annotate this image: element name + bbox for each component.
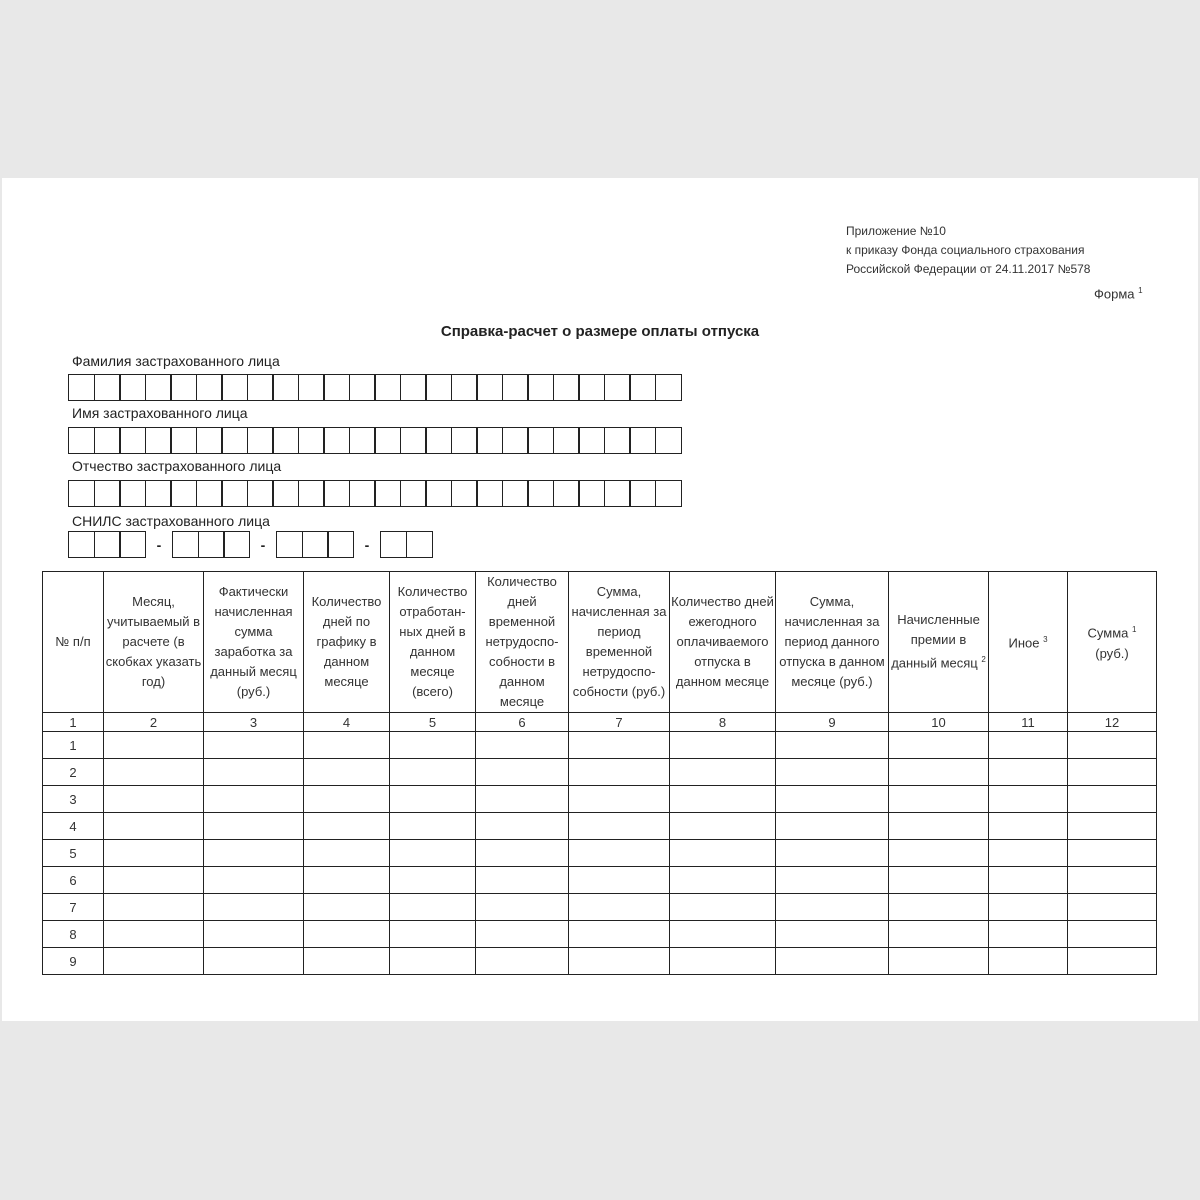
- char-cell[interactable]: [629, 427, 656, 454]
- table-cell[interactable]: [670, 867, 776, 894]
- footnote-mark: 1: [1132, 625, 1137, 635]
- char-cell[interactable]: [527, 427, 554, 454]
- snils-group-2[interactable]: [172, 531, 250, 558]
- table-cell[interactable]: [304, 840, 390, 867]
- char-cell[interactable]: [425, 480, 452, 507]
- char-cell[interactable]: [272, 427, 299, 454]
- char-cell[interactable]: [119, 480, 146, 507]
- column-header: [104, 572, 204, 713]
- char-cell[interactable]: [349, 480, 376, 507]
- table-cell[interactable]: [390, 786, 476, 813]
- char-cell[interactable]: [604, 374, 631, 401]
- table-cell[interactable]: [670, 813, 776, 840]
- form-label: [1094, 286, 1143, 301]
- char-cell[interactable]: [502, 427, 529, 454]
- column-number: 10: [889, 713, 989, 732]
- char-cell[interactable]: [223, 531, 250, 558]
- row-number: 5: [43, 840, 104, 867]
- char-cell[interactable]: [119, 427, 146, 454]
- column-header-text: Начисленные премии в данный месяц: [891, 612, 980, 671]
- snils-field[interactable]: [68, 531, 433, 558]
- row-number: 7: [43, 894, 104, 921]
- table-cell[interactable]: [304, 894, 390, 921]
- char-cell[interactable]: [604, 480, 631, 507]
- char-cell[interactable]: [272, 374, 299, 401]
- table-row: [43, 840, 1157, 867]
- table-cell[interactable]: [476, 732, 569, 759]
- table-cell[interactable]: [390, 894, 476, 921]
- char-cell[interactable]: [221, 480, 248, 507]
- char-cell[interactable]: [145, 374, 172, 401]
- table-cell[interactable]: [1068, 732, 1157, 759]
- char-cell[interactable]: [94, 480, 121, 507]
- table-cell[interactable]: [776, 948, 889, 975]
- table-cell[interactable]: [476, 813, 569, 840]
- char-cell[interactable]: [247, 374, 274, 401]
- char-cell[interactable]: [221, 374, 248, 401]
- char-cell[interactable]: [655, 374, 682, 401]
- char-cell[interactable]: [655, 427, 682, 454]
- table-cell[interactable]: [104, 921, 204, 948]
- footnote-mark: 2: [981, 655, 986, 665]
- table-cell[interactable]: [476, 867, 569, 894]
- table-cell[interactable]: [204, 813, 304, 840]
- column-header-text: Сумма, начисленная за период временной нетрудоспо-собности (руб.): [571, 584, 667, 699]
- table-cell[interactable]: [476, 786, 569, 813]
- char-cell[interactable]: [247, 427, 274, 454]
- table-cell[interactable]: [204, 948, 304, 975]
- table-cell[interactable]: [104, 894, 204, 921]
- column-header-text: Фактически начисленная сумма заработка за данный месяц (руб.): [210, 584, 297, 699]
- row-number: 3: [43, 786, 104, 813]
- table-cell[interactable]: [569, 786, 670, 813]
- char-cell[interactable]: [145, 480, 172, 507]
- column-header-text: Иное: [1008, 635, 1040, 651]
- table-cell[interactable]: [104, 813, 204, 840]
- table-cell[interactable]: [670, 732, 776, 759]
- table-row: [43, 894, 1157, 921]
- char-cell[interactable]: [145, 427, 172, 454]
- column-header-text: № п/п: [55, 634, 91, 649]
- char-cell[interactable]: [400, 427, 427, 454]
- table-cell[interactable]: [390, 759, 476, 786]
- char-cell[interactable]: [374, 427, 401, 454]
- table-cell[interactable]: [569, 840, 670, 867]
- form-sheet: [2, 178, 1198, 1021]
- column-header-text: Количество дней ежегодного оплачиваемого отпуска в данном месяце: [671, 594, 774, 689]
- char-cell[interactable]: [119, 374, 146, 401]
- table-header-row: [43, 572, 1157, 713]
- table-cell[interactable]: [569, 759, 670, 786]
- column-number: 4: [304, 713, 390, 732]
- column-header: [569, 572, 670, 713]
- column-header-text: Месяц, учитываемый в расчете (в скобках указать год): [105, 594, 202, 689]
- char-cell[interactable]: [553, 427, 580, 454]
- table-cell[interactable]: [989, 894, 1068, 921]
- table-cell[interactable]: [304, 813, 390, 840]
- column-header-text: Сумма, начисленная за период данного отпуска в данном месяце (руб.): [779, 594, 885, 689]
- row-number: 9: [43, 948, 104, 975]
- column-number: 12: [1068, 713, 1157, 732]
- column-number: 9: [776, 713, 889, 732]
- char-cell[interactable]: [374, 374, 401, 401]
- surname-field[interactable]: [68, 374, 682, 401]
- column-number: 3: [204, 713, 304, 732]
- table-cell[interactable]: [304, 867, 390, 894]
- column-header: [989, 572, 1068, 713]
- table-cell[interactable]: [304, 921, 390, 948]
- table-cell[interactable]: [776, 813, 889, 840]
- char-cell[interactable]: [527, 480, 554, 507]
- column-number: 8: [670, 713, 776, 732]
- char-cell[interactable]: [327, 531, 354, 558]
- char-cell[interactable]: [172, 531, 199, 558]
- column-header: [304, 572, 390, 713]
- column-header-text: Сумма: [1087, 625, 1129, 641]
- table-cell[interactable]: [104, 840, 204, 867]
- column-number: 5: [390, 713, 476, 732]
- table-cell[interactable]: [989, 840, 1068, 867]
- table-cell[interactable]: [104, 867, 204, 894]
- patronymic-label: Отчество застрахованного лица: [72, 458, 282, 474]
- table-cell[interactable]: [889, 813, 989, 840]
- char-cell[interactable]: [302, 531, 329, 558]
- char-cell[interactable]: [604, 427, 631, 454]
- char-cell[interactable]: [170, 427, 197, 454]
- table-cell[interactable]: [1068, 840, 1157, 867]
- table-cell[interactable]: [390, 948, 476, 975]
- snils-label: СНИЛС застрахованного лица: [72, 513, 270, 529]
- table-cell[interactable]: [889, 732, 989, 759]
- table-row: [43, 732, 1157, 759]
- table-cell[interactable]: [989, 813, 1068, 840]
- char-cell[interactable]: [629, 480, 656, 507]
- char-cell[interactable]: [406, 531, 433, 558]
- table-cell[interactable]: [569, 948, 670, 975]
- char-cell[interactable]: [502, 374, 529, 401]
- table-cell[interactable]: [104, 786, 204, 813]
- char-cell[interactable]: [553, 374, 580, 401]
- table-cell[interactable]: [889, 786, 989, 813]
- surname-label: Фамилия застрахованного лица: [72, 353, 280, 369]
- table-cell[interactable]: [1068, 921, 1157, 948]
- char-cell[interactable]: [400, 480, 427, 507]
- table-cell[interactable]: [204, 894, 304, 921]
- snils-group-3[interactable]: [276, 531, 354, 558]
- table-cell[interactable]: [670, 948, 776, 975]
- table-cell[interactable]: [304, 786, 390, 813]
- table-cell[interactable]: [1068, 786, 1157, 813]
- column-header: [204, 572, 304, 713]
- char-cell[interactable]: [272, 480, 299, 507]
- table-cell[interactable]: [989, 786, 1068, 813]
- table-cell[interactable]: [204, 732, 304, 759]
- char-cell[interactable]: [298, 480, 325, 507]
- char-cell[interactable]: [527, 374, 554, 401]
- table-cell[interactable]: [476, 921, 569, 948]
- char-cell[interactable]: [323, 427, 350, 454]
- column-header: [390, 572, 476, 713]
- table-cell[interactable]: [390, 840, 476, 867]
- table-cell[interactable]: [104, 732, 204, 759]
- char-cell[interactable]: [655, 480, 682, 507]
- table-cell[interactable]: [204, 921, 304, 948]
- char-cell[interactable]: [323, 480, 350, 507]
- char-cell[interactable]: [451, 480, 478, 507]
- column-header: [776, 572, 889, 713]
- column-header: [1068, 572, 1157, 713]
- char-cell[interactable]: [196, 480, 223, 507]
- row-number: 4: [43, 813, 104, 840]
- appendix-line-1: Приложение №10: [846, 224, 946, 238]
- char-cell[interactable]: [298, 374, 325, 401]
- table-cell[interactable]: [476, 759, 569, 786]
- snils-group-1[interactable]: [68, 531, 146, 558]
- snils-separator: -: [260, 536, 266, 553]
- char-cell[interactable]: [578, 480, 605, 507]
- table-cell[interactable]: [1068, 813, 1157, 840]
- column-number: 1: [43, 713, 104, 732]
- char-cell[interactable]: [68, 531, 95, 558]
- table-cell[interactable]: [390, 732, 476, 759]
- char-cell[interactable]: [400, 374, 427, 401]
- table-cell[interactable]: [670, 786, 776, 813]
- table-cell[interactable]: [889, 840, 989, 867]
- table-cell[interactable]: [476, 948, 569, 975]
- table-cell[interactable]: [776, 867, 889, 894]
- char-cell[interactable]: [68, 480, 95, 507]
- document-title: Справка-расчет о размере оплаты отпуска: [440, 323, 760, 340]
- table-cell[interactable]: [889, 894, 989, 921]
- column-number: 7: [569, 713, 670, 732]
- name-label: Имя застрахованного лица: [72, 405, 248, 421]
- table-cell[interactable]: [104, 948, 204, 975]
- table-cell[interactable]: [476, 894, 569, 921]
- table-row: [43, 867, 1157, 894]
- table-cell[interactable]: [304, 948, 390, 975]
- column-header-text: Количество дней временной нетрудоспо-собности в данном месяце: [485, 574, 559, 709]
- char-cell[interactable]: [476, 374, 503, 401]
- column-number-row: [43, 713, 1157, 732]
- form-label-note: 1: [1138, 286, 1143, 295]
- char-cell[interactable]: [119, 531, 146, 558]
- table-cell[interactable]: [390, 867, 476, 894]
- table-cell[interactable]: [204, 840, 304, 867]
- table-cell[interactable]: [989, 921, 1068, 948]
- appendix-line-2: к приказу Фонда социального страхования: [846, 243, 1085, 257]
- table-cell[interactable]: [204, 867, 304, 894]
- char-cell[interactable]: [68, 427, 95, 454]
- table-cell[interactable]: [304, 732, 390, 759]
- snils-separator: -: [364, 536, 370, 553]
- char-cell[interactable]: [451, 427, 478, 454]
- char-cell[interactable]: [476, 427, 503, 454]
- table-row: [43, 813, 1157, 840]
- table-row: [43, 948, 1157, 975]
- char-cell[interactable]: [196, 427, 223, 454]
- table-row: [43, 759, 1157, 786]
- table-cell[interactable]: [569, 732, 670, 759]
- table-row: [43, 921, 1157, 948]
- table-cell[interactable]: [776, 921, 889, 948]
- table-cell[interactable]: [989, 867, 1068, 894]
- char-cell[interactable]: [298, 427, 325, 454]
- column-header: [476, 572, 569, 713]
- char-cell[interactable]: [221, 427, 248, 454]
- snils-separator: -: [156, 536, 162, 553]
- row-number: 2: [43, 759, 104, 786]
- char-cell[interactable]: [323, 374, 350, 401]
- table-cell[interactable]: [776, 786, 889, 813]
- char-cell[interactable]: [380, 531, 407, 558]
- column-header: [43, 572, 104, 713]
- table-cell[interactable]: [1068, 867, 1157, 894]
- table-cell[interactable]: [889, 867, 989, 894]
- char-cell[interactable]: [578, 427, 605, 454]
- column-number: 2: [104, 713, 204, 732]
- char-cell[interactable]: [198, 531, 225, 558]
- table-cell[interactable]: [989, 948, 1068, 975]
- char-cell[interactable]: [553, 480, 580, 507]
- table-cell[interactable]: [776, 759, 889, 786]
- char-cell[interactable]: [170, 374, 197, 401]
- table-cell[interactable]: [569, 813, 670, 840]
- table-cell[interactable]: [204, 786, 304, 813]
- snils-group-4[interactable]: [380, 531, 433, 558]
- table-cell[interactable]: [889, 948, 989, 975]
- char-cell[interactable]: [425, 427, 452, 454]
- row-number: 8: [43, 921, 104, 948]
- char-cell[interactable]: [196, 374, 223, 401]
- column-header: [670, 572, 776, 713]
- column-header-text: Количество дней по графику в данном месяце: [311, 594, 382, 689]
- table-cell[interactable]: [776, 840, 889, 867]
- table-cell[interactable]: [670, 759, 776, 786]
- table-cell[interactable]: [776, 732, 889, 759]
- char-cell[interactable]: [94, 427, 121, 454]
- column-header-unit: (руб.): [1095, 645, 1129, 661]
- char-cell[interactable]: [349, 427, 376, 454]
- name-field[interactable]: [68, 427, 682, 454]
- table-cell[interactable]: [1068, 759, 1157, 786]
- appendix-header: [846, 222, 1090, 279]
- char-cell[interactable]: [502, 480, 529, 507]
- char-cell[interactable]: [94, 374, 121, 401]
- table-cell[interactable]: [989, 759, 1068, 786]
- table-cell[interactable]: [569, 867, 670, 894]
- row-number: 6: [43, 867, 104, 894]
- char-cell[interactable]: [247, 480, 274, 507]
- table-cell[interactable]: [569, 921, 670, 948]
- table-cell[interactable]: [1068, 948, 1157, 975]
- table-cell[interactable]: [104, 759, 204, 786]
- table-cell[interactable]: [476, 840, 569, 867]
- char-cell[interactable]: [374, 480, 401, 507]
- table-cell[interactable]: [670, 840, 776, 867]
- char-cell[interactable]: [68, 374, 95, 401]
- table-cell[interactable]: [390, 921, 476, 948]
- table-cell[interactable]: [889, 759, 989, 786]
- column-number: 6: [476, 713, 569, 732]
- char-cell[interactable]: [94, 531, 121, 558]
- calculation-table: [42, 571, 1157, 975]
- table-cell[interactable]: [1068, 894, 1157, 921]
- table-cell[interactable]: [670, 894, 776, 921]
- char-cell[interactable]: [349, 374, 376, 401]
- table-cell[interactable]: [889, 921, 989, 948]
- char-cell[interactable]: [629, 374, 656, 401]
- table-cell[interactable]: [776, 894, 889, 921]
- table-cell[interactable]: [204, 759, 304, 786]
- char-cell[interactable]: [451, 374, 478, 401]
- footnote-mark: 3: [1043, 635, 1048, 645]
- char-cell[interactable]: [476, 480, 503, 507]
- char-cell[interactable]: [276, 531, 303, 558]
- char-cell[interactable]: [170, 480, 197, 507]
- char-cell[interactable]: [578, 374, 605, 401]
- column-header-text: Количество отработан-ных дней в данном месяце (всего): [397, 584, 468, 699]
- column-number: 11: [989, 713, 1068, 732]
- table-row: [43, 786, 1157, 813]
- char-cell[interactable]: [425, 374, 452, 401]
- row-number: 1: [43, 732, 104, 759]
- table-cell[interactable]: [390, 813, 476, 840]
- appendix-line-3: Российской Федерации от 24.11.2017 №578: [846, 262, 1091, 276]
- table-cell[interactable]: [304, 759, 390, 786]
- form-label-text: Форма: [1094, 286, 1135, 302]
- patronymic-field[interactable]: [68, 480, 682, 507]
- table-cell[interactable]: [569, 894, 670, 921]
- column-header: [889, 572, 989, 713]
- table-cell[interactable]: [670, 921, 776, 948]
- table-cell[interactable]: [989, 732, 1068, 759]
